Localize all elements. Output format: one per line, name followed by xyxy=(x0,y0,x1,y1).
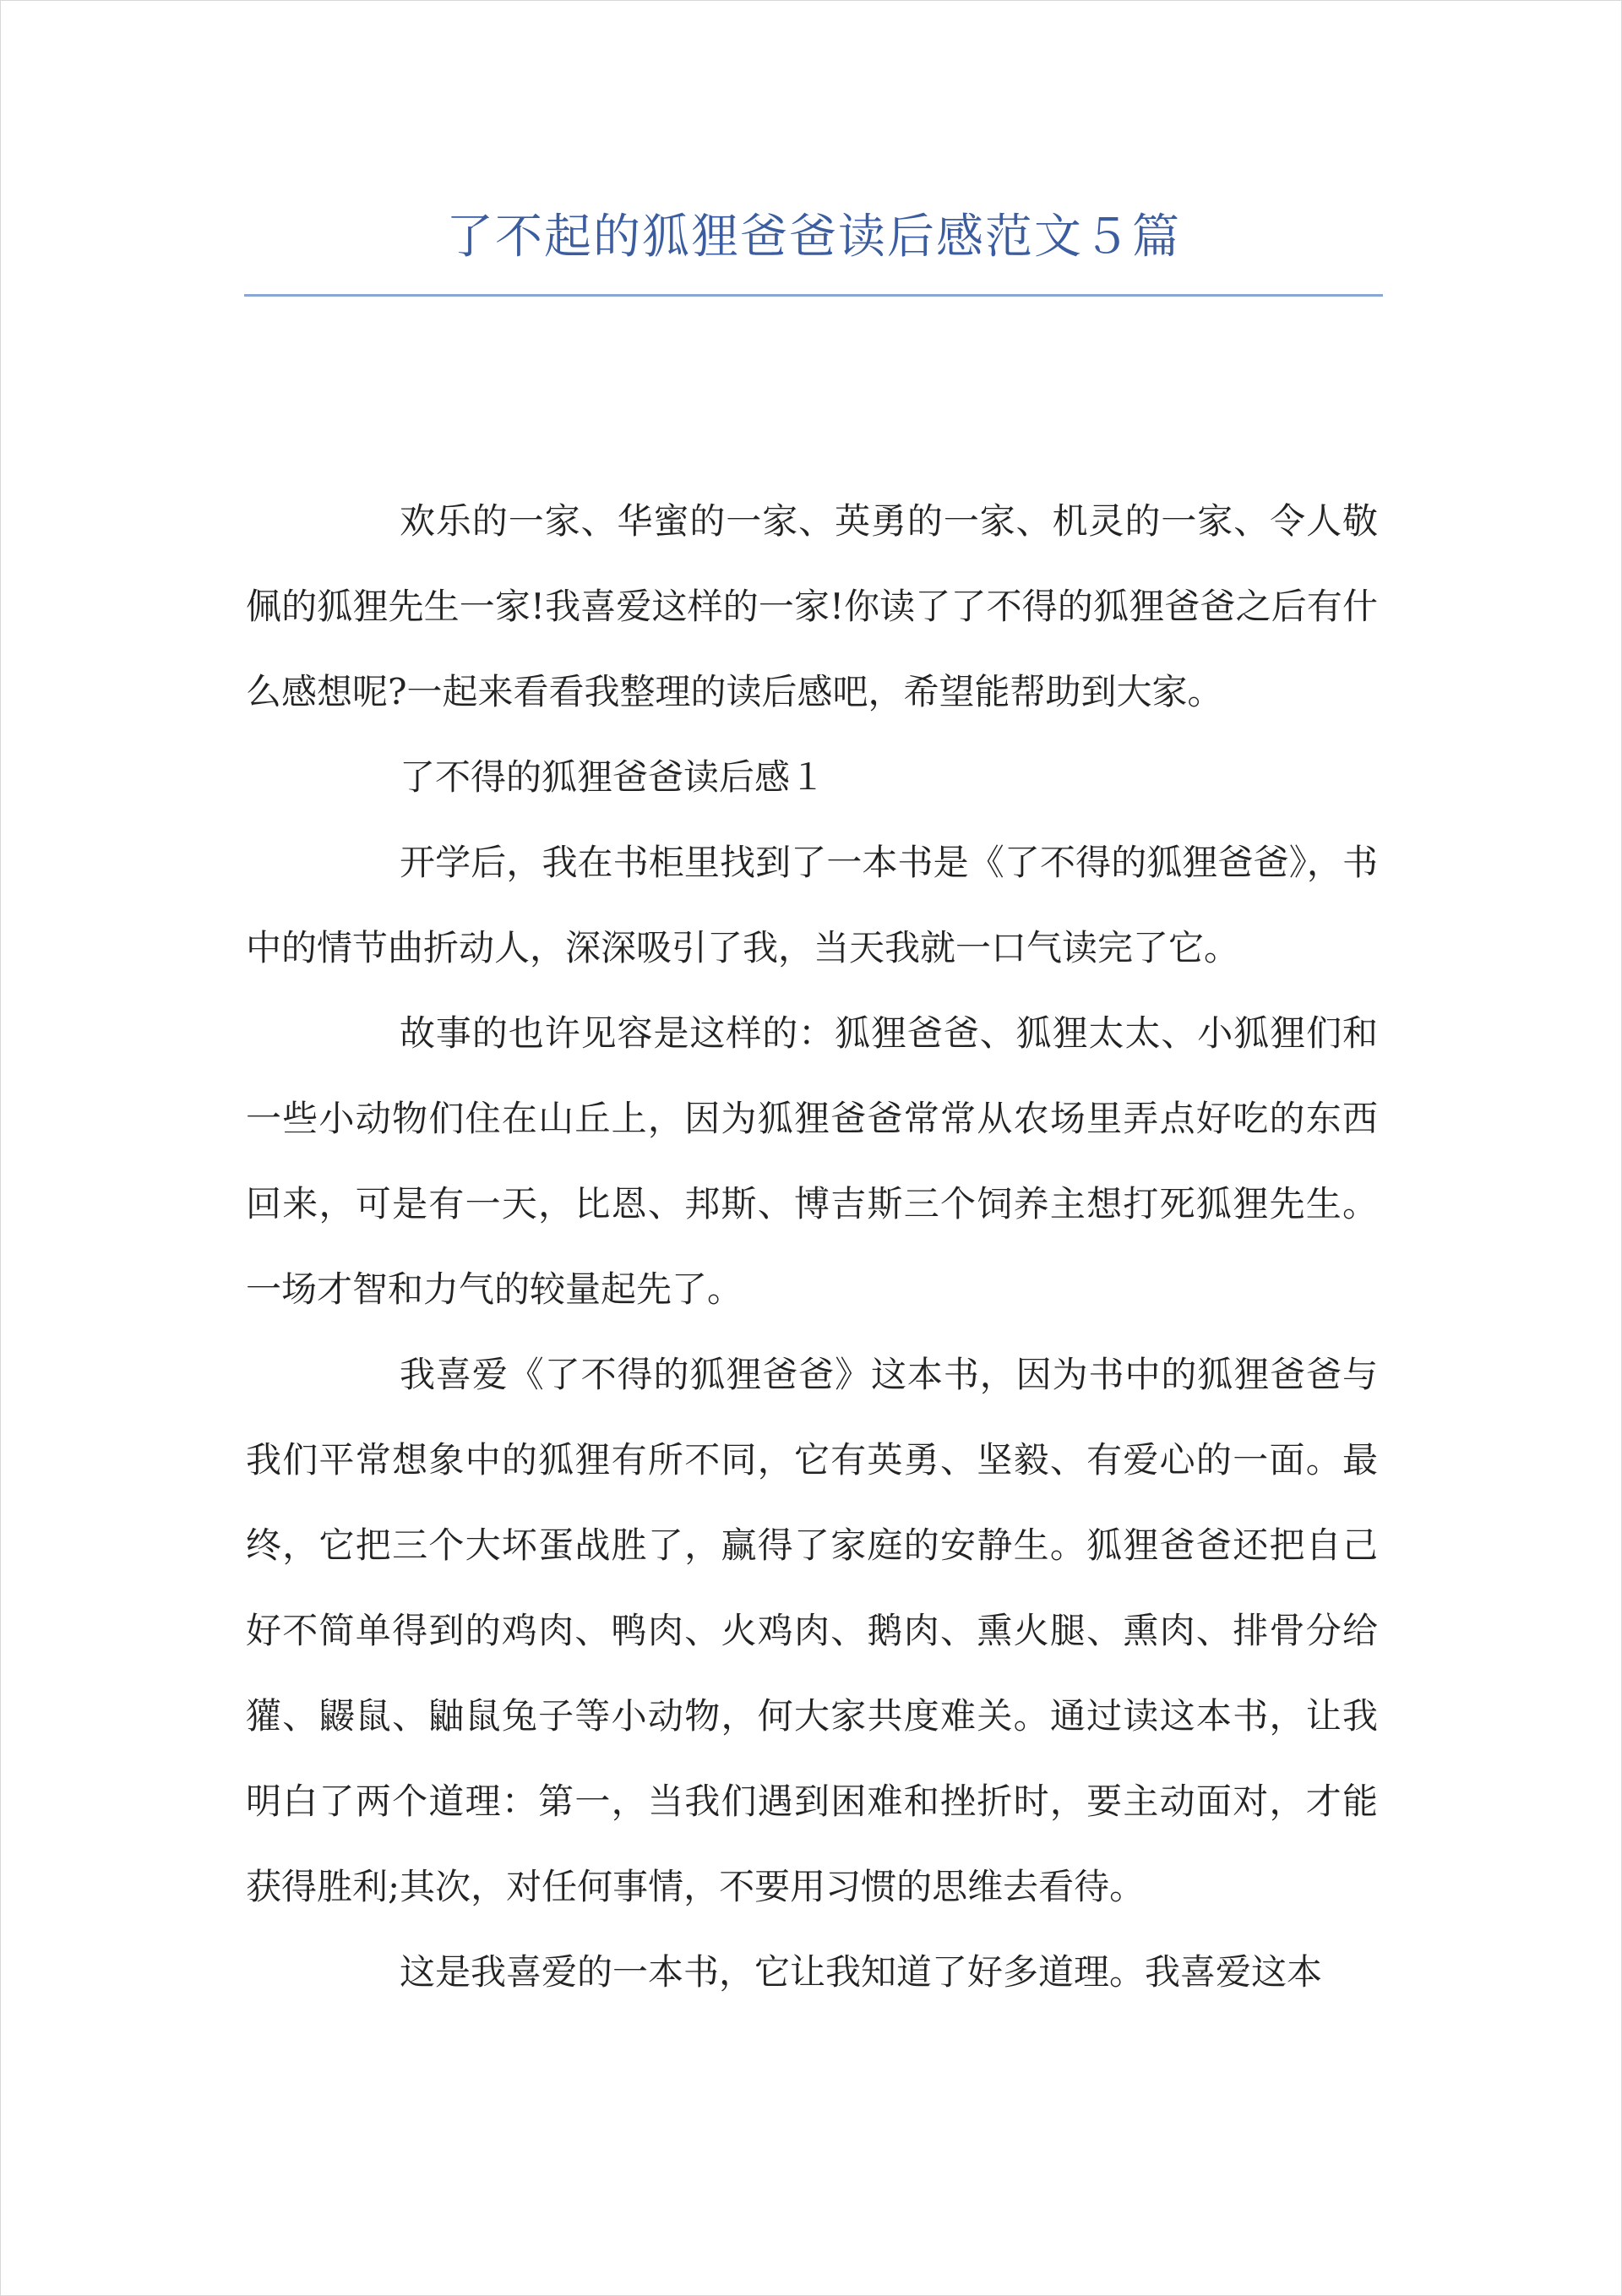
document-body xyxy=(246,478,1378,2015)
page-title: 了不起的狐狸爸爸读后感范文５篇 xyxy=(446,210,1181,265)
document-header xyxy=(244,199,1383,297)
section-heading: 了不得的狐狸爸爸读后感１ xyxy=(400,756,826,798)
paragraph: 这是我喜爱的一本书，它让我知道了好多道理。我喜爱这本 xyxy=(400,1951,1323,1993)
paragraph: 故事的也许见容是这样的：狐狸爸爸、狐狸太太、小狐狸们和一些小动物们住在山丘上，因为狐狸爸爸常常从农场里弄点好吃的东西回来，可是有一天，比恩、邦斯、博吉斯三个饲养主想打死狐狸先生。一场才智和力气的较量起先了。 xyxy=(246,1012,1378,1310)
paragraph: 开学后，我在书柜里找到了一本书是《了不得的狐狸爸爸》，书中的情节曲折动人，深深吸引了我，当天我就一口气读完了它。 xyxy=(246,842,1378,968)
paragraph-intro: 欢乐的一家、华蜜的一家、英勇的一家、机灵的一家、令人敬佩的狐狸先生一家!我喜爱这样的一家!你读了了不得的狐狸爸爸之后有什么感想呢?一起来看看我整理的读后感吧，希望能帮助到大家。 xyxy=(246,500,1378,712)
paragraph: 我喜爱《了不得的狐狸爸爸》这本书，因为书中的狐狸爸爸与我们平常想象中的狐狸有所不同，它有英勇、坚毅、有爱心的一面。最终，它把三个大坏蛋战胜了，赢得了家庭的安静生。狐狸爸爸还把自己好不简单得到的鸡肉、鸭肉、火鸡肉、鹅肉、熏火腿、熏肉、排骨分给獾、鼹鼠、鼬鼠兔子等小动物，何大家共度难关。通过读这本书，让我明白了两个道理：第一，当我们遇到困难和挫折时，要主动面对，才能获得胜利;其次，对任何事情，不要用习惯的思维去看待。 xyxy=(246,1354,1378,1907)
